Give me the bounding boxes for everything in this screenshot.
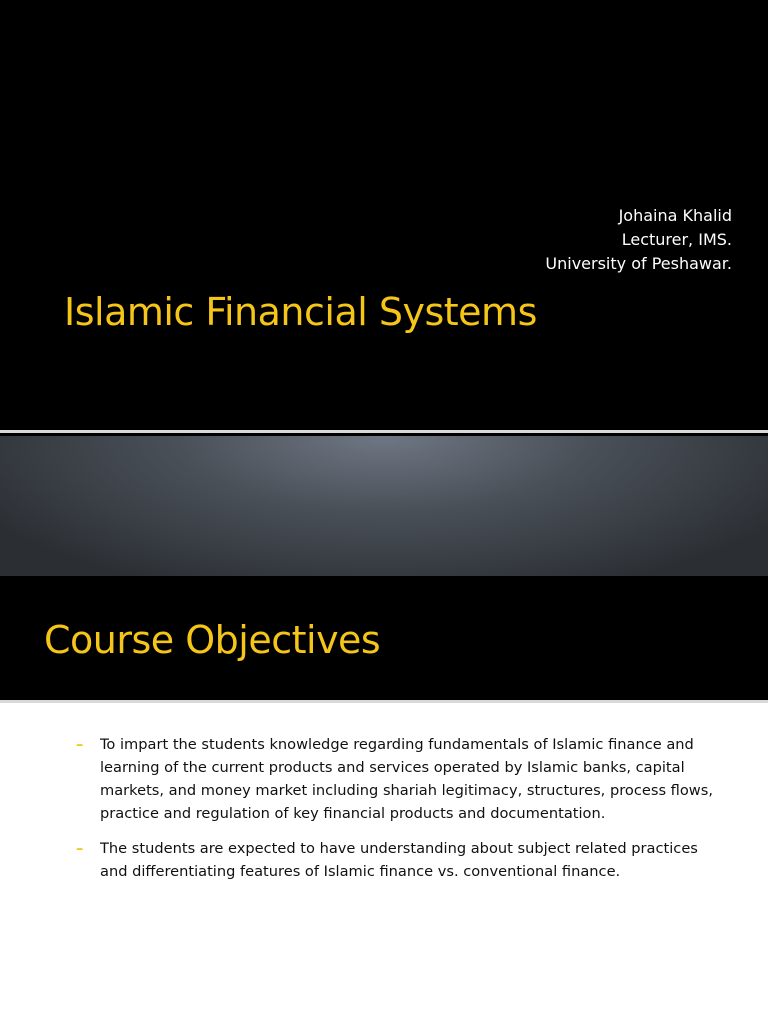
list-item: [76, 733, 716, 825]
dash-bullet-icon: –: [76, 736, 84, 753]
bullet-text: To impart the students knowledge regarding fundamentals of Islamic finance and learning of the current products and services operated by Islamic banks, capital markets, and money market including shariah legitimacy, structures, process flows, practice and regulation of key financial products and documentation.: [100, 736, 713, 822]
slide-divider: [0, 430, 768, 433]
list-item: [76, 837, 716, 883]
title-slide: [0, 0, 768, 430]
dash-bullet-icon: –: [76, 840, 84, 857]
objectives-list: [76, 733, 716, 895]
presenter-name: Johaina Khalid: [618, 206, 732, 225]
slide-title: Islamic Financial Systems: [64, 290, 537, 334]
objectives-title: Course Objectives: [44, 618, 381, 662]
gradient-band: [0, 436, 768, 576]
presenter-institution: University of Peshawar.: [545, 254, 732, 273]
bullet-text: The students are expected to have understanding about subject related practices and differentiating features of Islamic finance vs. conventional finance.: [100, 840, 698, 880]
objectives-content: [0, 703, 768, 1024]
presenter-role: Lecturer, IMS.: [621, 230, 732, 249]
presenter-info: [545, 204, 732, 276]
